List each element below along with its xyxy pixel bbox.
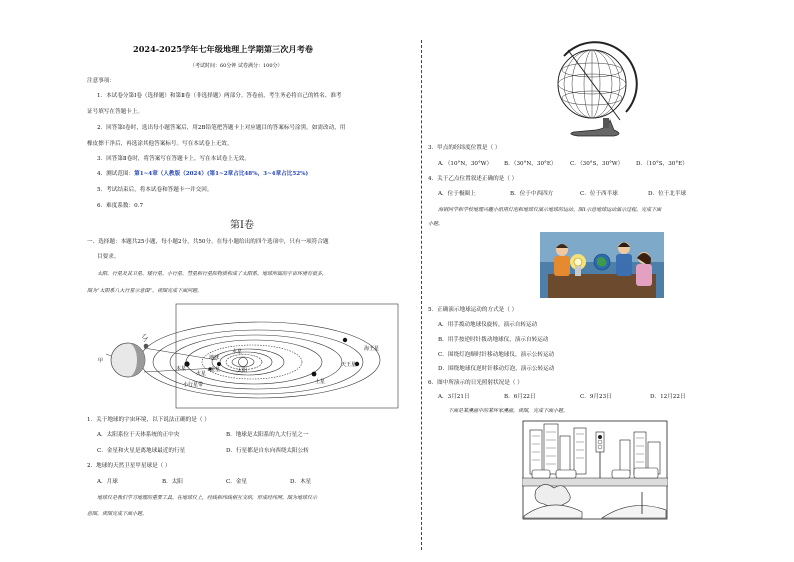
section-intro-2: 目要求。: [97, 254, 120, 260]
label-mars: 火星: [196, 371, 207, 377]
material-3-line-2: 小题。: [428, 221, 444, 227]
q4-stem: 4．关于乙点位置叙述正确的是（ ）: [428, 176, 518, 182]
exam-subtitle: （考试时间：60分钟 试卷满分：100分）: [190, 63, 283, 69]
note-line-8: 6．难度系数：0.7: [97, 203, 144, 209]
note-line-7: 5．考试结束后，将本试卷和答题卡一并交回。: [97, 187, 213, 193]
q1-stem: 1．关于地球的宇宙环境，以下说法正确的是（ ）: [87, 417, 210, 423]
q2-option-a: A．月球: [97, 479, 118, 485]
label-asteroid: 小行星带: [183, 382, 204, 388]
note-line-3: 2．回答第Ⅰ卷时，选出每小题答案后，用2B铅笔把答题卡上对应题目的答案标号涂黑。如需改动，用: [97, 125, 346, 131]
q4-option-b: B．位于中西四方: [510, 191, 554, 197]
material-1b: 图为“太阳系八大行星示意图”。读图完成下面问题。: [87, 288, 203, 294]
notes-heading: 注意事项：: [87, 78, 115, 84]
q5-option-c: C．围绕灯泡顺时针移动地球仪，演示公转运动: [438, 352, 555, 358]
note-line-2: 证号填写在答题卡上。: [87, 109, 143, 115]
q4-option-c: C．位于西半球: [580, 191, 618, 197]
q6-stem: 6．图中所演示的日光照射状况是（ ）: [428, 380, 523, 386]
material-2-line-2: 意图。读图完成下面小题。: [87, 511, 148, 517]
note-line-4: 橡皮擦干净后，再选涂其他答案标号。写在本试卷上无效。: [87, 141, 233, 147]
building-4: [574, 428, 586, 474]
label-earth: 地球: [209, 355, 220, 361]
moon-shape: [144, 344, 149, 349]
q6-option-a: A．3月21日: [438, 394, 470, 400]
q1-option-c: C．金星和火星是离地球最近的行星: [97, 448, 186, 454]
demo-kid-1-body: [554, 256, 570, 276]
solar-system-diagram: [98, 302, 400, 410]
zoom-line-top: [144, 348, 220, 361]
q5-option-d: D．围绕地球仪逆时针移动灯泡，演示公转运动: [438, 366, 555, 372]
note-line-6: [97, 172, 308, 178]
q3-option-b: B．（30°N，30°E）: [504, 161, 557, 167]
label-mercury: 水星: [232, 349, 243, 355]
globe-stand: [571, 120, 619, 136]
note-line-5: 3．回答第Ⅱ卷时，将答案写在答题卡上。写在本试卷上无效。: [97, 156, 250, 162]
earth-dot: [217, 362, 221, 366]
orbit-mars: [212, 349, 284, 375]
globe-neck: [603, 118, 609, 128]
q6-option-d: D．12月22日: [650, 394, 686, 400]
material-3-line-1: 海钢同学和学校地理兴趣小组用灯泡和地球仪演示地球的运动。图1示意地球运动演示过程。完成下面: [438, 207, 662, 213]
q6-option-b: B．6月22日: [504, 394, 536, 400]
label-jupiter: 木星: [176, 366, 187, 372]
q2-option-c: C．金星: [226, 479, 248, 485]
label-saturn: 土星: [315, 379, 326, 385]
jia-leader: [106, 354, 111, 356]
column-divider: [421, 40, 422, 550]
scope-label: 4．测试范围：: [97, 171, 135, 177]
q1-option-d: D．行星都是自东向西绕太阳公转: [226, 448, 309, 454]
label-yi: 乙: [142, 334, 148, 340]
q4-option-d: D．位于北半球: [648, 191, 687, 197]
label-sun: 太阳: [237, 368, 248, 374]
material-1a: 太阳、行星及其卫星、矮行星、小行星、彗星和行星际物质构成了太阳系。地球所属的宇宙环境有很多，: [97, 271, 328, 277]
demo-kid-3-body: [636, 264, 652, 286]
section-intro-1: 一、选择题：本题共25小题，每小题2分，共50分。在每小题给出的四个选项中，只有一项符合题: [87, 239, 329, 245]
q3-option-c: C．（30°S，30°W）: [570, 161, 624, 167]
q5-option-a: A．用手拨动地球仪旋转，演示自转运动: [438, 322, 538, 328]
q2-stem: 2．地球的天然卫星甲星球是（ ）: [87, 463, 171, 469]
asteroid-belt: [202, 345, 302, 379]
label-jia: 甲: [98, 358, 104, 364]
q3-option-d: D．（10°S，30°E）: [636, 161, 688, 167]
q6-option-c: C．9月23日: [580, 394, 612, 400]
q3-option-a: A．（10°N，30°W）: [438, 161, 493, 167]
globe-illustration: [548, 40, 644, 140]
label-venus: 金星: [210, 367, 221, 373]
demo-bulb: [574, 258, 582, 266]
sun-shape: [239, 358, 248, 367]
q5-stem: 5．正确演示地球运动的方式是（ ）: [428, 307, 518, 313]
q1-option-a: A．太阳系位于天体系统的正中央: [97, 432, 180, 438]
neptune-dot: [343, 338, 347, 342]
material-4-line-1: 下面是某漫画中的某环家漫画。读图，完成下面小题。: [448, 408, 569, 414]
q1-option-b: B．地球是太阳系的九大行星之一: [226, 432, 309, 438]
note-line-1: 1．本试卷分第Ⅰ卷（选择题）和第Ⅱ卷（非选择题）两部分。答卷前，考生务必将自己的姓名、准考: [97, 93, 342, 99]
demo-kid-2-body: [616, 254, 632, 276]
building-2: [544, 424, 558, 474]
exam-title: 2024-2025学年七年级地理上学期第三次月考卷: [133, 44, 313, 54]
building-5: [620, 440, 630, 474]
building-3: [560, 436, 570, 474]
saturn-dot: [312, 372, 317, 377]
label-uranus: 天王星: [341, 362, 357, 368]
q2-option-d: D．木星: [290, 479, 312, 485]
city-cartoon-illustration: [522, 420, 668, 520]
q5-option-b: B．用手按逆时针拨动地球仪，演示自转运动: [438, 337, 549, 343]
q4-option-a: A．位于极圈上: [438, 191, 476, 197]
q3-stem: 3．甲点的经纬度位置是（ ）: [428, 145, 501, 151]
scope-highlight: 第1~4章（人教版（2024）(第1~2章占比48%，3~4章占比52%): [134, 171, 309, 177]
demo-lamp-base: [575, 266, 581, 276]
q2-option-b: B．太阳: [162, 479, 183, 485]
section-title: 第Ⅰ卷: [230, 220, 254, 231]
globe-demo-illustration: [540, 232, 664, 298]
material-2-line-1: 地球仪是我们学习地理的重要工具。在地球仪上，经线和纬线相互交织，形成经纬网。图为地球仪示: [97, 495, 318, 501]
label-neptune: 海王星: [364, 346, 380, 352]
